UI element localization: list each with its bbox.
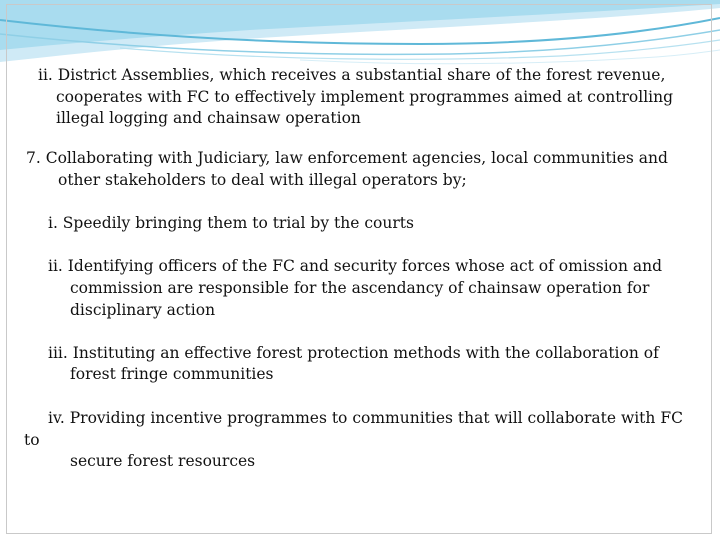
text-line: 7. Collaborating with Judiciary, law enforcement agencies, local communities and bbox=[26, 149, 668, 167]
text-line: disciplinary action bbox=[70, 301, 216, 319]
text-line: commission are responsible for the ascendancy of chainsaw operation for bbox=[70, 279, 650, 297]
text-line: ii. District Assemblies, which receives a substantial share of the forest revenue, bbox=[38, 66, 666, 84]
text-line: iii. Instituting an effective forest protection methods with the collaboration of bbox=[48, 344, 659, 362]
text-line: to bbox=[24, 431, 40, 449]
text-line: iv. Providing incentive programmes to communities that will collaborate with FC bbox=[48, 409, 683, 427]
text-line: secure forest resources bbox=[70, 452, 256, 470]
text-line: i. Speedily bringing them to trial by the courts bbox=[48, 214, 414, 232]
text-line: cooperates with FC to effectively implement programmes aimed at controlling bbox=[56, 88, 674, 106]
text-line: forest fringe communities bbox=[70, 365, 274, 383]
text-line: illegal logging and chainsaw operation bbox=[56, 109, 361, 127]
text-line: other stakeholders to deal with illegal operators by; bbox=[58, 171, 467, 189]
text-line: ii. Identifying officers of the FC and security forces whose act of omission and bbox=[48, 257, 663, 275]
